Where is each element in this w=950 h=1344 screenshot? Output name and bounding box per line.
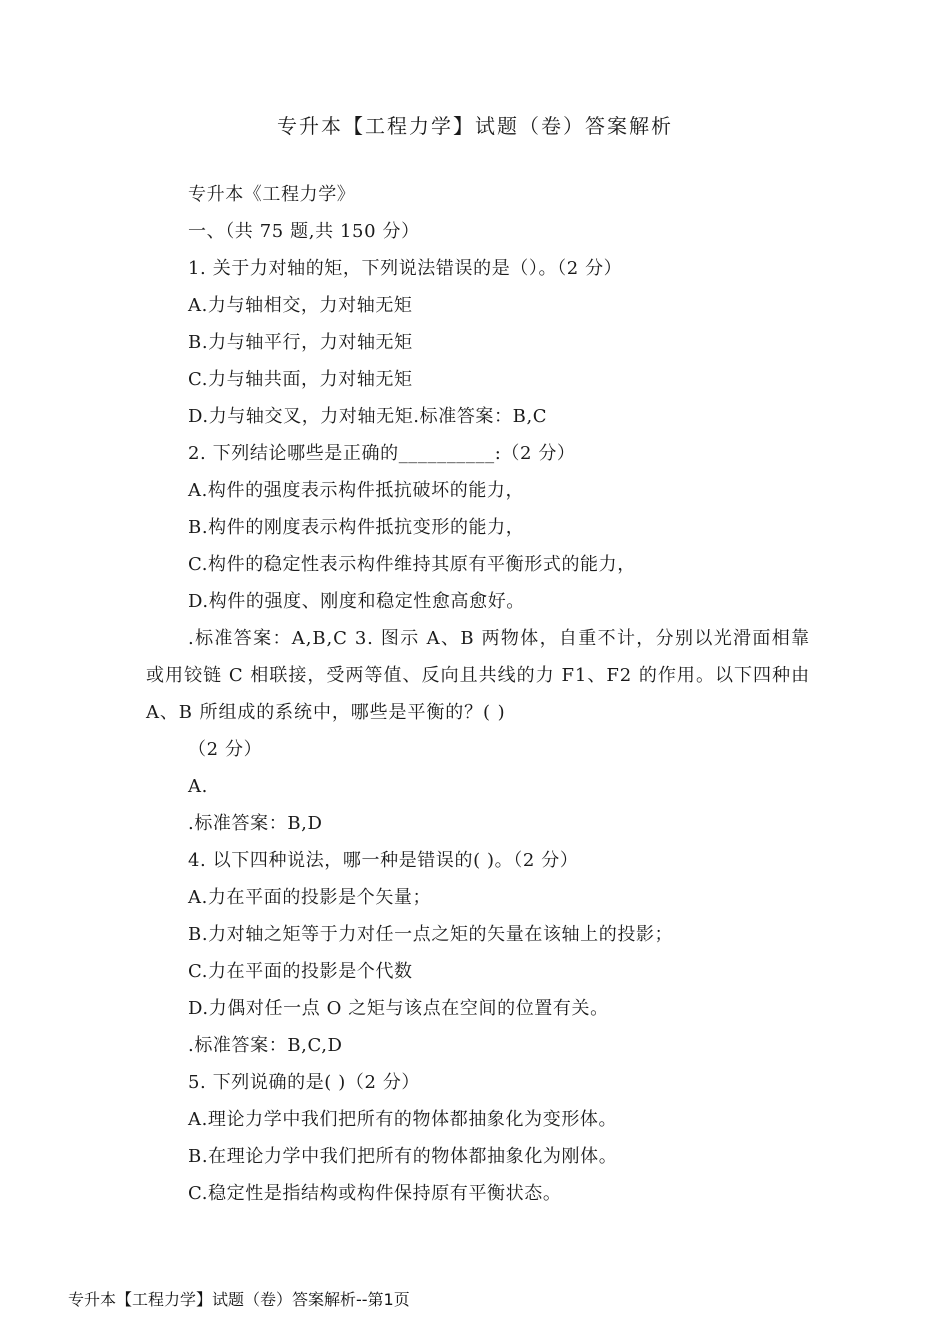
option-line: A. bbox=[188, 776, 208, 797]
option-line: B.在理论力学中我们把所有的物体都抽象化为刚体。 bbox=[188, 1146, 618, 1167]
text-line: 专升本《工程力学》 bbox=[188, 184, 356, 205]
answer-line: .标准答案：B,D bbox=[188, 813, 323, 834]
option-line: B.力与轴平行，力对轴无矩 bbox=[188, 332, 413, 353]
option-line: A.力在平面的投影是个矢量； bbox=[188, 887, 432, 908]
option-line: A.理论力学中我们把所有的物体都抽象化为变形体。 bbox=[188, 1109, 618, 1130]
answer-line: .标准答案：B,C,D bbox=[188, 1035, 343, 1056]
option-line: C.力与轴共面，力对轴无矩 bbox=[188, 369, 413, 390]
question-2: 2. 下列结论哪些是正确的__________:（2 分） bbox=[188, 443, 576, 464]
text-line: 一、（共 75 题,共 150 分） bbox=[188, 221, 420, 242]
question-1: 1. 关于力对轴的矩，下列说法错误的是（）。（2 分） bbox=[188, 258, 623, 279]
option-line: D.构件的强度、刚度和稳定性愈高愈好。 bbox=[188, 591, 525, 612]
document-body bbox=[146, 176, 826, 1212]
question-4: 4. 以下四种说法，哪一种是错误的( )。（2 分） bbox=[188, 850, 579, 871]
page-footer: 专升本【工程力学】试题（卷）答案解析--第1页 bbox=[68, 1290, 410, 1309]
option-line: D.力偶对任一点 O 之矩与该点在空间的位置有关。 bbox=[188, 998, 609, 1019]
option-line: C.稳定性是指结构或构件保持原有平衡状态。 bbox=[188, 1183, 562, 1204]
option-line: B.构件的刚度表示构件抵抗变形的能力， bbox=[188, 517, 525, 538]
option-line: C.力在平面的投影是个代数 bbox=[188, 961, 413, 982]
option-line: A.力与轴相交，力对轴无矩 bbox=[188, 295, 413, 316]
document-title: 专升本【工程力学】试题（卷）答案解析 bbox=[277, 114, 673, 138]
text-line: （2 分） bbox=[188, 739, 263, 760]
option-line: D.力与轴交叉，力对轴无矩.标准答案：B,C bbox=[188, 406, 548, 427]
question-3-paragraph: .标准答案：A,B,C 3. 图示 A、B 两物体，自重不计，分别以光滑面相靠或用铰链 C 相联接，受两等值、反向且共线的力 F1、F2 的作用。以下四种由 A、B 所组成的系统中，哪些是平衡的？( ) bbox=[146, 628, 810, 723]
question-5: 5. 下列说确的是( )（2 分） bbox=[188, 1072, 421, 1093]
option-line: A.构件的强度表示构件抵抗破坏的能力， bbox=[188, 480, 525, 501]
option-line: C.构件的稳定性表示构件维持其原有平衡形式的能力， bbox=[188, 554, 636, 575]
option-line: B.力对轴之矩等于力对任一点之矩的矢量在该轴上的投影； bbox=[188, 924, 674, 945]
